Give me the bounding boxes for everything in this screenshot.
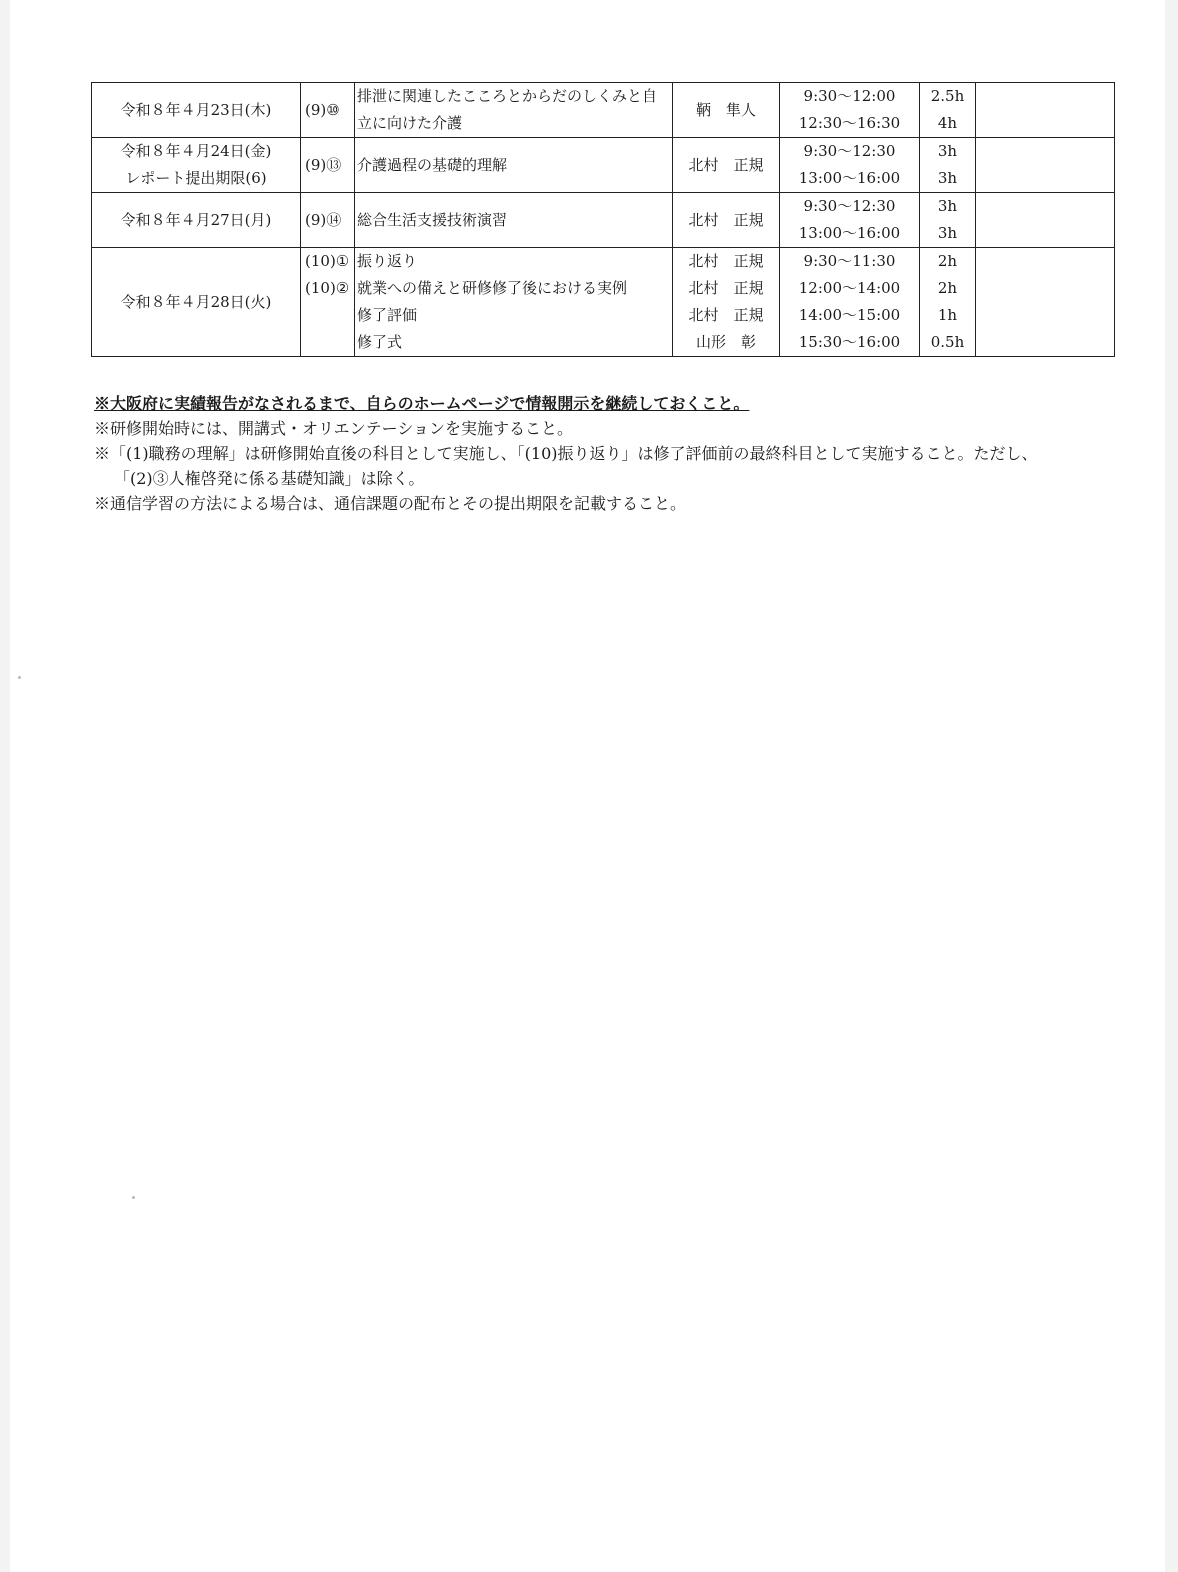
table-row — [92, 193, 1115, 248]
subject-cell — [355, 248, 673, 357]
course-code-cell — [301, 138, 355, 193]
note-correspondence: ※通信学習の方法による場合は、通信課題の配布とその提出期限を記載すること。 — [94, 494, 687, 513]
notes-section — [94, 391, 1154, 516]
document-page — [10, 0, 1165, 1572]
note-orientation: ※研修開始時には、開講式・オリエンテーションを実施すること。 — [94, 419, 574, 438]
subject-text: 介護過程の基礎的理解 — [357, 155, 508, 174]
date-text: 令和８年４月24日(金) — [120, 142, 272, 160]
time-cell — [780, 248, 920, 357]
course-code: (10)① — [305, 252, 350, 270]
instructor-name: 北村 正規 — [688, 155, 764, 174]
date-cell — [92, 193, 301, 248]
subject-cell — [355, 83, 673, 138]
table-row — [92, 248, 1115, 357]
instructor-cell — [673, 248, 780, 357]
hours-value: 4h — [937, 114, 958, 132]
date-cell — [92, 138, 301, 193]
hours-cell — [920, 138, 976, 193]
hours-cell — [920, 83, 976, 138]
time-range: 14:00～15:00 — [798, 306, 901, 324]
scan-speck — [132, 1196, 135, 1199]
schedule-table — [91, 82, 1115, 357]
remarks-cell — [976, 83, 1115, 138]
subject-cell — [355, 138, 673, 193]
hours-cell — [920, 248, 976, 357]
instructor-cell — [673, 193, 780, 248]
course-code — [305, 329, 354, 356]
time-range: 12:30～16:30 — [798, 114, 901, 132]
hours-value: 3h — [937, 169, 958, 187]
instructor-cell — [673, 138, 780, 193]
time-range: 13:00～16:00 — [798, 169, 901, 187]
note-subject-order-exception: 「(2)③人権啓発に係る基礎知識」は除く。 — [114, 469, 425, 488]
subject-text: 就業への備えと研修修了後における実例 — [357, 279, 628, 297]
hours-value: 3h — [937, 197, 958, 215]
scan-speck — [18, 676, 21, 679]
hours-value: 1h — [937, 306, 958, 324]
table-row — [92, 138, 1115, 193]
note-bold-disclosure: ※大阪府に実績報告がなされるまで、自らのホームページで情報開示を継続しておくこと。 — [94, 394, 750, 413]
date-text: 令和８年４月23日(木) — [120, 100, 272, 119]
subject-text: 修了評価 — [357, 306, 418, 324]
table-row — [92, 83, 1115, 138]
note-subject-order: ※「(1)職務の理解」は研修開始直後の科目として実施し、「(10)振り返り」は修了評価前の最終科目として実施すること。ただし、 — [94, 444, 1038, 463]
time-cell — [780, 83, 920, 138]
time-cell — [780, 138, 920, 193]
time-range: 9:30～12:00 — [803, 87, 896, 105]
hours-value: 0.5h — [930, 333, 965, 351]
subject-text: 修了式 — [357, 333, 403, 351]
hours-cell — [920, 193, 976, 248]
hours-value: 2h — [937, 252, 958, 270]
course-code: (9)⑬ — [305, 155, 342, 174]
instructor-name: 北村 正規 — [688, 279, 764, 297]
course-code-cell — [301, 193, 355, 248]
course-code-cell — [301, 83, 355, 138]
date-text: 令和８年４月27日(月) — [120, 210, 272, 229]
subject-text: 立に向けた介護 — [357, 114, 463, 132]
time-range: 9:30～12:30 — [803, 142, 896, 160]
course-code: (10)② — [305, 279, 350, 297]
instructor-name: 北村 正規 — [688, 210, 764, 229]
time-cell — [780, 193, 920, 248]
hours-value: 3h — [937, 224, 958, 242]
course-code-cell — [301, 248, 355, 357]
time-range: 9:30～11:30 — [803, 252, 896, 270]
course-code — [305, 302, 354, 329]
date-text: レポート提出期限(6) — [125, 169, 267, 187]
instructor-name: 山形 彰 — [695, 333, 756, 351]
subject-text: 振り返り — [357, 252, 418, 270]
instructor-name: 北村 正規 — [688, 252, 764, 270]
hours-value: 2h — [937, 279, 958, 297]
instructor-name: 北村 正規 — [688, 306, 764, 324]
date-cell — [92, 83, 301, 138]
date-text: 令和８年４月28日(火) — [120, 292, 272, 311]
subject-cell — [355, 193, 673, 248]
date-cell — [92, 248, 301, 357]
hours-value: 2.5h — [930, 87, 965, 105]
time-range: 15:30～16:00 — [798, 333, 901, 351]
instructor-name: 鞆 隼人 — [695, 100, 756, 119]
remarks-cell — [976, 138, 1115, 193]
remarks-cell — [976, 248, 1115, 357]
instructor-cell — [673, 83, 780, 138]
subject-text: 総合生活支援技術演習 — [357, 210, 508, 229]
subject-text: 排泄に関連したこころとからだのしくみと自 — [357, 87, 658, 105]
hours-value: 3h — [937, 142, 958, 160]
time-range: 9:30～12:30 — [803, 197, 896, 215]
time-range: 13:00～16:00 — [798, 224, 901, 242]
time-range: 12:00～14:00 — [798, 279, 901, 297]
course-code: (9)⑭ — [305, 210, 342, 229]
remarks-cell — [976, 193, 1115, 248]
course-code: (9)⑩ — [305, 100, 340, 119]
